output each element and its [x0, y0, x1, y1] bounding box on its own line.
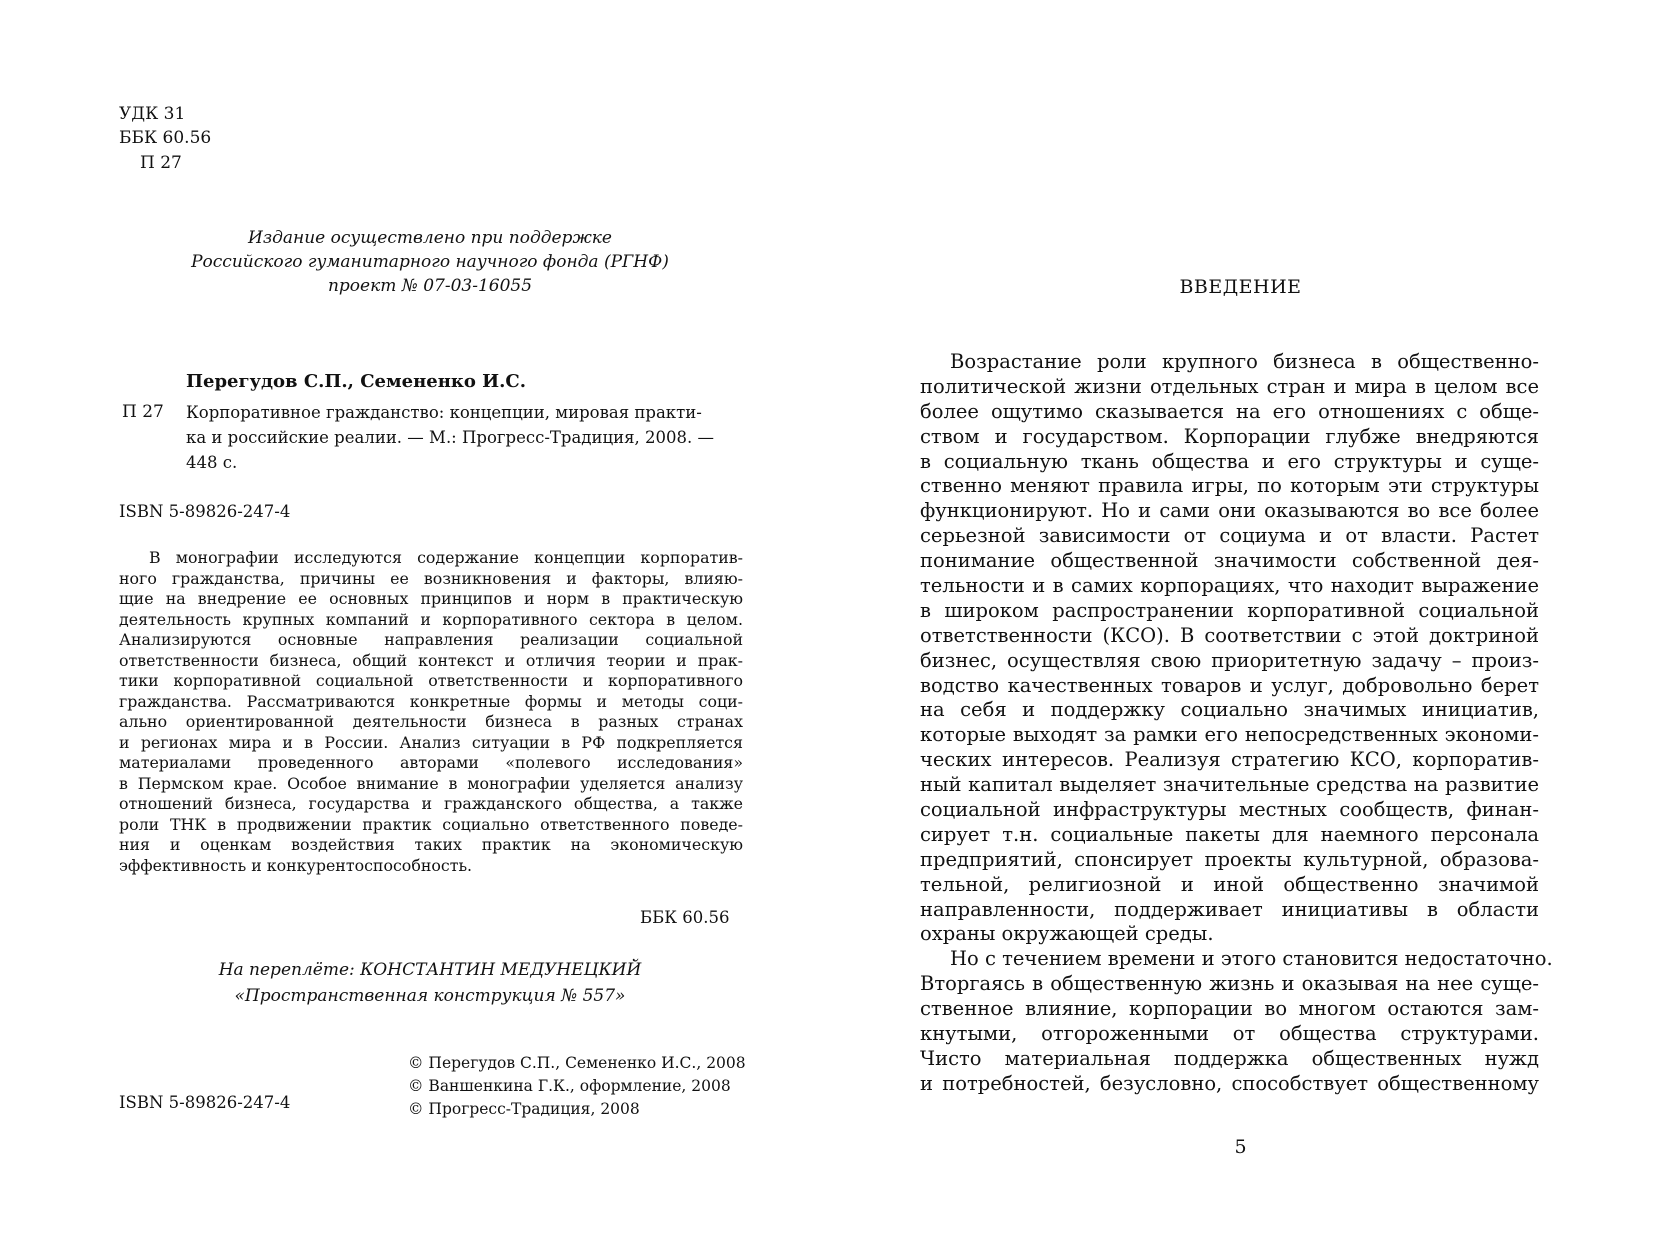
body-line: более ощутимо сказывается на его отношениях с обще- — [920, 399, 1539, 423]
catalog-authors: Перегудов С.П., Семененко И.С. — [186, 371, 527, 392]
body-line: ческих интересов. Реализуя стратегию КСО, корпоратив- — [920, 748, 1539, 772]
body-line: тельности и в самих корпорациях, что находит выражение — [920, 574, 1539, 598]
catalog-description-line: Корпоративное гражданство: концепции, мировая практи- — [186, 403, 702, 422]
abstract-line: деятельность крупных компаний и корпоративного сектора в целом. — [119, 609, 743, 629]
catalog-description-line: 448 с. — [186, 453, 238, 472]
abstract-line: ного гражданства, причины ее возникновения и факторы, влияю- — [119, 568, 743, 588]
abstract-line: Анализируются основные направления реализации социальной — [119, 630, 743, 649]
body-line: водство качественных товаров и услуг, добровольно берет — [920, 673, 1539, 697]
abstract-line: тики корпоративной социальной ответственности и корпоративного — [119, 671, 743, 690]
catalog-description-line: ка и российские реалии. — М.: Прогресс-Традиция, 2008. — — [186, 428, 714, 447]
body-line: функционируют. Но и сами они оказываются во все более — [920, 499, 1539, 523]
support-note-line: Российского гуманитарного научного фонда (РГНФ) — [191, 252, 669, 272]
abstract-line: в Пермском крае. Особое внимание в монографии уделяется анализу — [119, 773, 743, 793]
abstract-line: эффективность и конкурентоспособность. — [119, 855, 473, 875]
abstract-line: роли ТНК в продвижении практик социально ответственного поведе- — [119, 814, 743, 834]
body-line: ответственности (КСО). В соответствии с этой доктриной — [920, 623, 1539, 647]
cover-note-line: На переплёте: КОНСТАНТИН МЕДУНЕЦКИЙ — [218, 960, 642, 980]
author-mark: П 27 — [140, 153, 182, 173]
copyright-line: © Прогресс-Традиция, 2008 — [408, 1100, 640, 1118]
abstract — [119, 548, 743, 876]
body-line: ственно меняют правила игры, по которым эти структуры — [920, 474, 1539, 498]
abstract-line: и регионах мира и в России. Анализ ситуации в РФ подкрепляется — [119, 732, 743, 752]
abstract-line: гражданства. Рассматриваются конкретные формы и методы соци- — [119, 691, 743, 711]
body-line: в широком распространении корпоративной социальной — [920, 598, 1539, 622]
body-line: сирует т.н. социальные пакеты для наемного персонала — [920, 822, 1539, 846]
bbk-right: ББК 60.56 — [640, 908, 730, 927]
abstract-line: ально ориентированной деятельности бизнеса в разных странах — [119, 712, 743, 731]
body-line: ственное влияние, корпорации во многом остаются зам- — [920, 997, 1539, 1021]
body-line: ный капитал выделяет значительные средства на развитие — [920, 773, 1539, 797]
udk-code: УДК 31 — [119, 104, 186, 124]
abstract-line: ния и оценкам воздействия таких практик на экономическую — [119, 835, 743, 854]
body-line: Вторгаясь в общественную жизнь и оказывая на нее суще- — [920, 972, 1539, 996]
body-line: направленности, поддерживает инициативы в области — [920, 897, 1539, 921]
body-line: Чисто материальная поддержка общественных нужд — [920, 1046, 1539, 1070]
body-line: кнутыми, отгороженными от общества структурами. — [920, 1022, 1539, 1046]
body-line: тельной, религиозной и иной общественно значимой — [920, 872, 1539, 896]
body-line: ством и государством. Корпорации глубже внедряются — [920, 424, 1539, 448]
body-line: Возрастание роли крупного бизнеса в общественно- — [950, 350, 1539, 373]
body-line: охраны окружающей среды. — [920, 922, 1214, 946]
abstract-line: В монографии исследуются содержание концепции корпоратив- — [149, 548, 743, 567]
abstract-line: отношений бизнеса, государства и гражданского общества, а также — [119, 794, 743, 813]
abstract-line: щие на внедрение ее основных принципов и норм в практическую — [119, 589, 743, 608]
copyright-line: © Ваншенкина Г.К., оформление, 2008 — [408, 1077, 731, 1095]
right-page — [827, 0, 1654, 1241]
body-line: политической жизни отдельных стран и мира в целом все — [920, 374, 1539, 398]
isbn-bottom: ISBN 5-89826-247-4 — [119, 1093, 291, 1112]
catalog-isbn: ISBN 5-89826-247-4 — [119, 502, 291, 521]
body-line: и потребностей, безусловно, способствует общественному — [920, 1071, 1539, 1095]
body-line: понимание общественной значимости собственной дея- — [920, 549, 1539, 573]
support-note-line: проект № 07-03-16055 — [327, 276, 533, 296]
support-note-line: Издание осуществлено при поддержке — [248, 228, 612, 248]
body-line: Но с течением времени и этого становится недостаточно. — [950, 947, 1553, 971]
copyright-line: © Перегудов С.П., Семененко И.С., 2008 — [408, 1054, 746, 1072]
body-line: серьезной зависимости от социума и от власти. Растет — [920, 524, 1539, 548]
page-number: 5 — [1234, 1136, 1247, 1158]
chapter-title: ВВЕДЕНИЕ — [1179, 276, 1302, 298]
body-line: которые выходят за рамки его непосредственных экономи- — [920, 723, 1539, 747]
body-text — [920, 350, 1553, 1097]
body-line: на себя и поддержку социально значимых инициатив, — [920, 698, 1539, 722]
abstract-line: ответственности бизнеса, общий контекст и отличия теории и прак- — [119, 650, 743, 670]
body-line: бизнес, осуществляя свою приоритетную задачу – произ- — [920, 648, 1539, 672]
cover-note-line: «Пространственная конструкция № 557» — [234, 986, 626, 1006]
body-line: предприятий, спонсирует проекты культурной, образова- — [920, 847, 1539, 871]
body-line: социальной инфраструктуры местных сообществ, финан- — [920, 798, 1539, 822]
abstract-line: материалами проведенного авторами «полевого исследования» — [119, 753, 743, 772]
catalog-mark: П 27 — [122, 402, 164, 422]
body-line: в социальную ткань общества и его структуры и суще- — [920, 449, 1539, 473]
bbk-code: ББК 60.56 — [119, 128, 212, 148]
